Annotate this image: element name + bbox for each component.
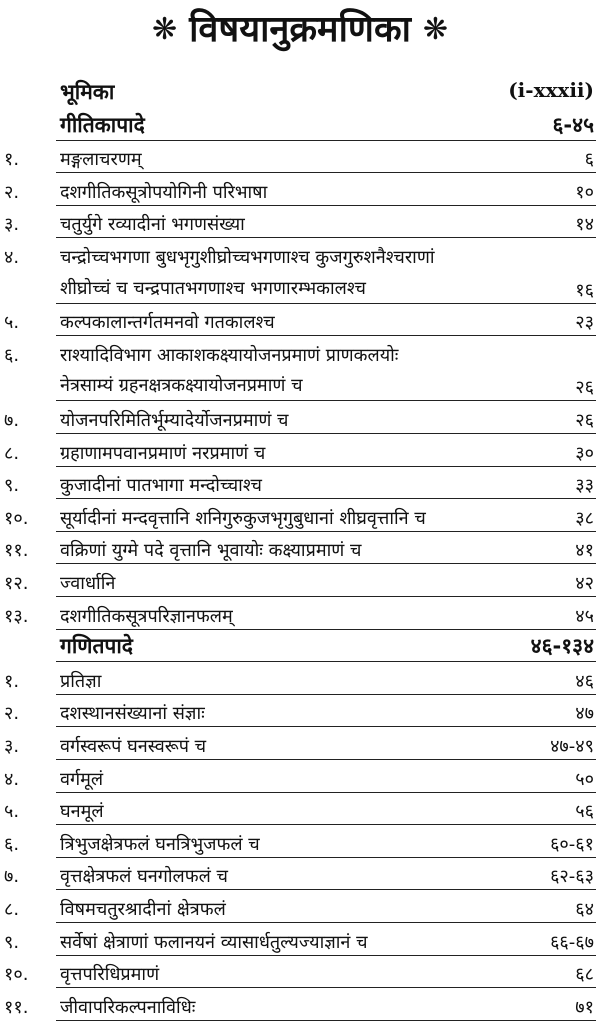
entry-page: १४ (575, 214, 594, 236)
entry-page: ४७ (575, 703, 594, 725)
entry-page: २६ (575, 410, 594, 431)
entry-page: ४१ (575, 540, 594, 562)
entry-number: १. (4, 149, 20, 171)
entry-number: १२. (4, 573, 29, 594)
entry-title: त्रिभुजक्षेत्रफलं घनत्रिभुजफलं च (60, 833, 260, 855)
toc-entry (0, 663, 600, 695)
entry-page: ६६-६७ (550, 931, 594, 953)
page-title-text: विषयानुक्रमणिका (189, 9, 411, 50)
section-pages: ४६-१३४ (530, 634, 594, 659)
toc-entry-continuation (0, 272, 600, 304)
entry-number: ३. (4, 214, 20, 236)
toc-entry (0, 337, 600, 369)
entry-page: ३० (575, 442, 594, 464)
entry-page: १० (575, 181, 594, 203)
toc-entry (0, 793, 600, 825)
toc-entry (0, 206, 600, 238)
entry-number: ११. (4, 540, 29, 562)
entry-title-continued: शीघ्रोच्चं च चन्द्रपातभगणाश्च भगणारम्भकालश्च (60, 277, 366, 299)
entry-number: ४. (4, 768, 20, 790)
entry-title: वृत्तपरिधिप्रमाणं (60, 964, 160, 986)
entry-page: ५६ (575, 801, 594, 823)
section-title: गीतिकापादे (60, 112, 145, 137)
entry-title: सूर्यादीनां मन्दवृत्तानि शनिगुरुकुजभृगुबुधानां शीघ्रवृत्तानि च (60, 507, 426, 529)
toc-entry (0, 500, 600, 532)
entry-page: ६ (584, 149, 594, 171)
entry-number: ६. (4, 344, 20, 366)
entry-title: मङ्गलाचरणम् (60, 149, 142, 171)
entry-title: वर्गस्वरूपं घनस्वरूपं च (60, 736, 207, 757)
section-title: गणितपादे (60, 634, 133, 659)
entry-page: ६४ (575, 899, 594, 920)
front-matter-pages: (i-xxxii) (508, 78, 594, 102)
page-title (0, 2, 600, 58)
entry-title: वर्गमूलं (60, 768, 104, 790)
entry-number: १०. (4, 507, 29, 529)
entry-number: ७. (4, 866, 20, 888)
entry-page: ६०-६१ (550, 833, 594, 855)
entry-title: ग्रहाणामपवानप्रमाणं नरप्रमाणं च (60, 442, 266, 464)
entry-number: ३. (4, 736, 20, 757)
toc-entry (0, 761, 600, 793)
toc-entry (0, 989, 600, 1021)
toc-entry (0, 304, 600, 336)
section-heading (0, 630, 600, 662)
entry-page: ६८ (575, 964, 594, 986)
toc-entry (0, 728, 600, 760)
toc-entry (0, 239, 600, 271)
toc-entry (0, 467, 600, 499)
entry-page: ४५ (575, 605, 594, 627)
entry-page: ४६ (575, 670, 594, 692)
entry-title: ज्वार्धानि (60, 573, 116, 594)
entry-page: १६ (575, 279, 594, 301)
toc-entry (0, 402, 600, 434)
toc-entry (0, 435, 600, 467)
entry-title: चन्द्रोच्चभगणा बुधभृगुशीघ्रोच्चभगणाश्च कुजगुरुशनैश्चराणां (60, 247, 435, 268)
toc-entry (0, 532, 600, 564)
entry-title: राश्यादिविभाग आकाशकक्ष्यायोजनप्रमाणं प्राणकलयोः (60, 344, 399, 366)
front-matter-label: भूमिका (60, 80, 115, 104)
entry-page: ४२ (575, 573, 594, 594)
entry-title: प्रतिज्ञा (60, 670, 102, 692)
entry-title: विषमचतुरश्रादीनां क्षेत्रफलं (60, 899, 226, 920)
entry-number: ११. (4, 996, 29, 1018)
entry-title: कल्पकालान्तर्गतमनवो गतकालश्च (60, 312, 275, 334)
entry-number: १. (4, 670, 20, 692)
entry-title: कुजादीनां पातभागा मन्दोच्चाश्च (60, 475, 262, 497)
toc-entry-continuation (0, 369, 600, 401)
entry-title: वृत्तक्षेत्रफलं घनगोलफलं च (60, 866, 228, 888)
entry-number: ९. (4, 475, 20, 497)
entry-page: ३८ (575, 507, 594, 529)
toc-entry (0, 924, 600, 956)
entry-page: २६ (575, 377, 594, 399)
entry-number: २. (4, 703, 20, 725)
entry-number: ९. (4, 931, 20, 953)
toc-entry (0, 598, 600, 630)
entry-page: २३ (575, 312, 594, 334)
toc-entry (0, 565, 600, 597)
entry-title: दशगीतिकसूत्रोपयोगिनी परिभाषा (60, 181, 268, 203)
star-left-icon: ❋ (151, 12, 178, 47)
entry-title: सर्वेषां क्षेत्राणां फलानयनं व्यासार्धतुल्यज्याज्ञानं च (60, 931, 368, 953)
entry-title: जीवापरिकल्पनाविधिः (60, 996, 196, 1018)
entry-page: ४७-४९ (550, 736, 594, 757)
entry-number: ८. (4, 899, 20, 920)
toc-entry (0, 826, 600, 858)
toc-entry (0, 141, 600, 173)
entry-underline (56, 1020, 596, 1021)
entry-page: ५० (575, 768, 594, 790)
front-matter-row (0, 76, 600, 108)
entry-title: दशगीतिकसूत्रपरिज्ञानफलम् (60, 605, 233, 627)
entry-number: ७. (4, 410, 20, 431)
entry-page: ७१ (575, 996, 594, 1018)
entry-page: ३३ (575, 475, 594, 497)
entry-number: ८. (4, 442, 20, 464)
toc-entry (0, 891, 600, 923)
entry-number: ४. (4, 247, 20, 268)
entry-number: २. (4, 181, 20, 203)
entry-title: चतुर्युगे रव्यादीनां भगणसंख्या (60, 214, 245, 236)
entry-title-continued: नेत्रसाम्यं ग्रहनक्षत्रकक्ष्यायोजनप्रमाणं च (60, 375, 303, 397)
toc-entry (0, 174, 600, 206)
entry-title: दशस्थानसंख्यानां संज्ञाः (60, 703, 205, 725)
entry-number: १०. (4, 964, 29, 986)
toc-entry (0, 695, 600, 727)
entry-page: ६२-६३ (550, 866, 594, 888)
entry-title: योजनपरिमितिर्भूम्यादेर्योजनप्रमाणं च (60, 410, 289, 431)
entry-number: ५. (4, 312, 20, 334)
entry-number: ५. (4, 801, 20, 823)
entry-title: घनमूलं (60, 801, 104, 823)
entry-number: ६. (4, 833, 20, 855)
toc-entry (0, 956, 600, 988)
section-heading (0, 109, 600, 141)
star-right-icon: ❋ (422, 12, 449, 47)
entry-title: वक्रिणां युग्मे पदे वृत्तानि भूवायोः कक्ष्याप्रमाणं च (60, 540, 362, 562)
toc-entry (0, 858, 600, 890)
section-pages: ६-४५ (552, 112, 594, 137)
entry-number: १३. (4, 605, 29, 627)
